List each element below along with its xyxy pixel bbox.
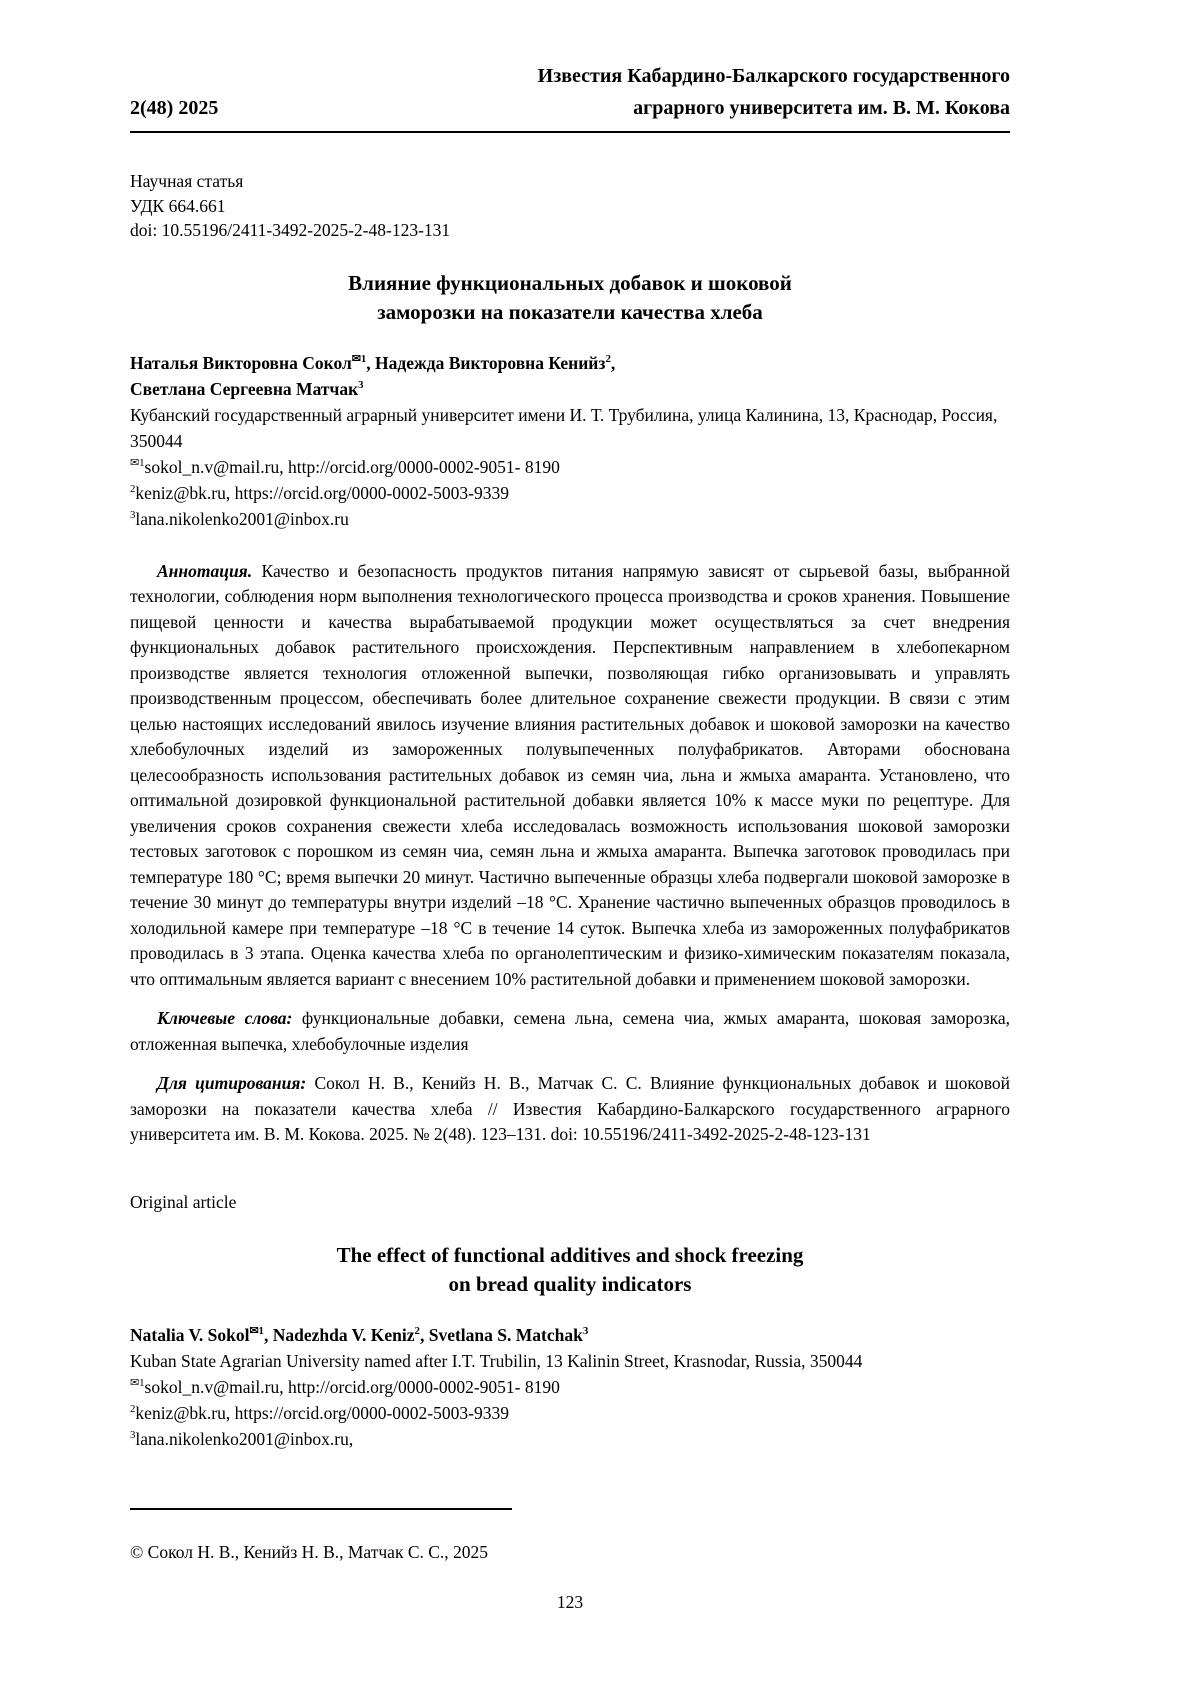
issue-number: 2(48) 2025 bbox=[130, 97, 219, 119]
footnote-divider bbox=[130, 1508, 512, 1510]
contact-line bbox=[130, 506, 1010, 532]
contact-line bbox=[130, 480, 1010, 506]
affiliation-en: Kuban State Agrarian University named after I.T. Trubilin, 13 Kalinin Street, Krasnodar, Russia, 350044 bbox=[130, 1351, 863, 1371]
title-ru-line1: Влияние функциональных добавок и шоковой bbox=[348, 270, 792, 295]
copyright-line: © Сокол Н. В., Кенийз Н. В., Матчак С. С., 2025 bbox=[130, 1542, 489, 1562]
contact-mark: 3 bbox=[130, 508, 136, 521]
article-meta-ru bbox=[130, 169, 1010, 243]
affiliation-ru: Кубанский государственный аграрный университет имени И. Т. Трубилина, улица Калинина, 13, Краснодар, Россия, 350044 bbox=[130, 404, 998, 451]
header-rule bbox=[130, 131, 1010, 133]
author-name: Светлана Сергеевна Матчак bbox=[130, 378, 359, 399]
abstract-ru bbox=[130, 559, 1010, 993]
author-mark: ✉1 bbox=[249, 1325, 264, 1338]
article-type-en: Original article bbox=[130, 1191, 237, 1212]
journal-name-line2: аграрного университета им. В. М. Кокова bbox=[633, 97, 1010, 119]
page-number: 123 bbox=[556, 1591, 584, 1612]
contact-email-orcid: sokol_n.v@mail.ru, http://orcid.org/0000-0002-9051- 8190 bbox=[144, 1377, 560, 1397]
authors-ru-line1 bbox=[130, 350, 1010, 376]
title-en-line2: on bread quality indicators bbox=[448, 1272, 692, 1296]
contact-line bbox=[130, 454, 1010, 480]
doi-line: doi: 10.55196/2411-3492-2025-2-48-123-131 bbox=[130, 220, 451, 240]
citation-label: Для цитирования: bbox=[157, 1073, 307, 1093]
contact-mark: ✉1 bbox=[130, 1377, 145, 1390]
author-mark: 3 bbox=[582, 1325, 589, 1338]
author-mark: 2 bbox=[414, 1325, 420, 1338]
article-title-en bbox=[130, 1241, 1010, 1299]
contact-line bbox=[130, 1374, 1010, 1400]
article-type-ru: Научная статья bbox=[130, 171, 244, 191]
author-separator: , bbox=[419, 1325, 429, 1345]
abstract-label: Аннотация. bbox=[157, 560, 253, 581]
contact-mark: ✉1 bbox=[130, 456, 145, 469]
citation-text: Сокол Н. В., Кенийз Н. В., Матчак С. С. Влияние функциональных добавок и шоковой заморозки на показатели качества хлеба // Известия Кабардино-Балкарского государственного аграрного университета им. В. М. Кокова. 2025. № 2(48). 123–131. doi: 10.55196/2411-3492-2025-2-48-123-131 bbox=[130, 1073, 1010, 1144]
journal-header bbox=[130, 60, 1010, 124]
contact-email-orcid: keniz@bk.ru, https://orcid.org/0000-0002-5003-9339 bbox=[135, 482, 509, 503]
author-name: Natalia V. Sokol bbox=[130, 1325, 250, 1345]
author-name: Наталья Викторовна Сокол bbox=[130, 352, 352, 373]
contact-mark: 2 bbox=[130, 482, 136, 495]
contact-mark: 2 bbox=[130, 1403, 136, 1416]
contact-mark: 3 bbox=[130, 1429, 136, 1442]
journal-name-line1: Известия Кабардино-Балкарского государственного bbox=[537, 65, 1010, 87]
title-en-line1: The effect of functional additives and shock freezing bbox=[336, 1243, 804, 1267]
article-title-ru bbox=[130, 269, 1010, 327]
keywords-label: Ключевые слова: bbox=[157, 1008, 293, 1028]
author-separator: , bbox=[610, 352, 616, 373]
citation-ru bbox=[130, 1071, 1010, 1148]
author-separator: , bbox=[366, 352, 376, 373]
keywords-text: функциональные добавки, семена льна, семена чиа, жмых амаранта, шоковая заморозка, отложенная выпечка, хлебобулочные изделия bbox=[130, 1008, 1010, 1054]
author-name: Svetlana S. Matchak bbox=[428, 1325, 583, 1345]
contact-email: lana.nikolenko2001@inbox.ru, bbox=[135, 1429, 354, 1449]
authors-en-line bbox=[130, 1322, 1010, 1348]
udc-number: УДК 664.661 bbox=[130, 195, 226, 216]
abstract-text: Качество и безопасность продуктов питания напрямую зависят от сырьевой базы, выбранной технологии, соблюдения норм выполнения технологического процесса производства и сроков хранения. Повышение пищевой ценности и качества вырабатываемой продукции может осуществляться за счет внедрения функциональных добавок растительного происхождения. Перспективным направлением в хлебопекарном производстве является технология отложенной выпечки, позволяющая гибко организовывать и управлять производственным процессом, обеспечивать более длительное сохранение свежести продукции. В связи с этим целью настоящих исследований явилось изучение влияния растительных добавок и шоковой заморозки на качество хлебобулочных изделий из замороженных полувыпеченных полуфабрикатов. Авторами обоснована целесообразность использования растительных добавок из семян чиа, льна и жмыха амаранта. Установлено, что оптимальной дозировкой функциональной растительной добавки является 10% к массе муки по рецептуре. Для увеличения сроков сохранения свежести хлеба исследовалась возможность использования шоковой заморозки тестовых заготовок с порошком из семян чиа, семян льна и жмыха амаранта. Выпечка заготовок проводилась при температуре 180 °С; время выпечки 20 минут. Частично выпеченные образцы хлеба подвергали шоковой заморозке в течение 30 минут до температуры внутри изделий –18 °С. Хранение частично выпеченных образцов проводилось в холодильной камере при температуре –18 °С в течение 14 суток. Выпечка хлеба из замороженных полуфабрикатов проводилась в 3 этапа. Оценка качества хлеба по органолептическим и физико-химическим показателям показала, что оптимальным является вариант с внесением 10% растительной добавки и применением шоковой заморозки. bbox=[130, 560, 1010, 989]
contact-email: lana.nikolenko2001@inbox.ru bbox=[135, 508, 349, 529]
contact-line bbox=[130, 1426, 1010, 1452]
byline-en bbox=[130, 1322, 1010, 1452]
author-name: Nadezhda V. Keniz bbox=[272, 1325, 415, 1345]
title-ru-line2: заморозки на показатели качества хлеба bbox=[377, 299, 763, 324]
authors-ru-line2 bbox=[130, 376, 1010, 402]
author-mark: 2 bbox=[605, 352, 611, 365]
byline-ru bbox=[130, 350, 1010, 532]
contact-email-orcid: sokol_n.v@mail.ru, http://orcid.org/0000-0002-9051- 8190 bbox=[144, 456, 560, 477]
keywords-ru bbox=[130, 1006, 1010, 1057]
journal-name bbox=[538, 60, 1010, 124]
author-mark: ✉1 bbox=[351, 352, 367, 365]
contact-line bbox=[130, 1400, 1010, 1426]
author-separator: , bbox=[263, 1325, 273, 1345]
contact-email-orcid: keniz@bk.ru, https://orcid.org/0000-0002-5003-9339 bbox=[135, 1403, 509, 1423]
author-name: Надежда Викторовна Кенийз bbox=[375, 352, 606, 373]
author-mark: 3 bbox=[358, 378, 364, 391]
